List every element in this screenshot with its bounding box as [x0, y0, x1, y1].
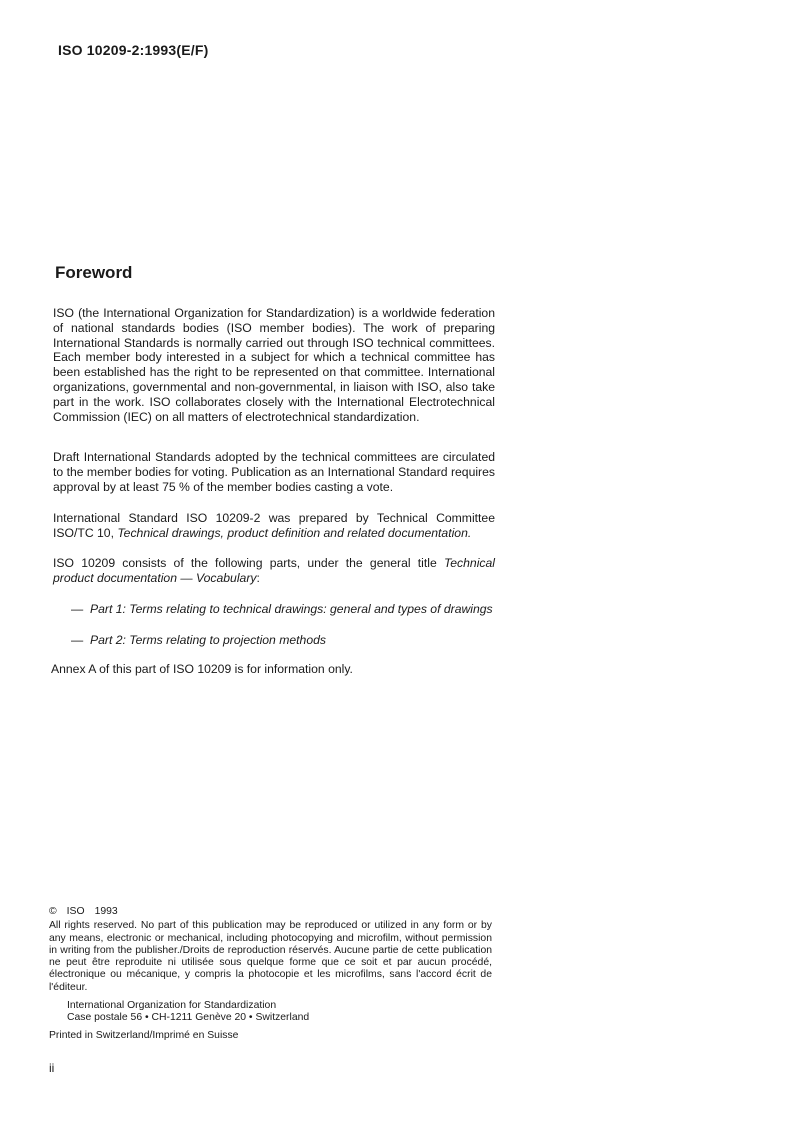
parts-lead-text: ISO 10209 consists of the following parts, under the general title [53, 556, 444, 571]
publisher-postal: Case postale 56 • CH-1211 Genève 20 • Switzerland [67, 1012, 310, 1024]
general-title: Technical product documentation — Vocabulary [53, 556, 495, 586]
publisher-address [67, 1000, 492, 1025]
publisher-name: International Organization for Standardization [67, 1000, 277, 1012]
part-1-text: Part 1: Terms relating to technical drawings: general and types of drawings [90, 601, 493, 616]
copyright-block [49, 906, 492, 1042]
list-item [71, 633, 495, 648]
committee-title: Technical drawings, product definition and related documentation. [117, 525, 472, 540]
paragraph-parts: ISO 10209 consists of the following parts, under the general title Technical product documentation — Vocabulary: [53, 556, 495, 586]
dash-marker: — [71, 601, 84, 616]
document-id-header: ISO 10209-2:1993(E/F) [58, 42, 209, 58]
foreword-body [53, 306, 495, 676]
paragraph-voting: Draft International Standards adopted by the technical committees are circulated to the member bodies for voting. Publication as an International Standard requires approval by at least 75 % of the member bodies casting a vote. [53, 450, 495, 494]
paragraph-iso-intro: ISO (the International Organization for Standardization) is a worldwide federation of national standards bodies (ISO member bodies). The work of preparing International Standards is normally carried out through ISO technical committees. Each member body interested in a subject for which a technical committee has been established has the right to be represented on that committee. International organizations, governmental and non-governmental, in liaison with ISO, also take part in the work. ISO collaborates closely with the International Electrotechnical Commission (IEC) on all matters of electrotechnical standardization. [53, 306, 495, 424]
section-title: Foreword [55, 263, 133, 282]
copyright-symbol: © [49, 906, 57, 917]
printed-in: Printed in Switzerland/Imprimé en Suisse [49, 1029, 239, 1041]
copyright-org: ISO [66, 906, 85, 917]
page-number: ii [49, 1061, 55, 1075]
copyright-year: 1993 [94, 906, 118, 917]
dash-marker: — [71, 632, 84, 647]
list-item [71, 602, 495, 617]
copyright-line [49, 906, 492, 918]
committee-lead-text: International Standard ISO 10209-2 was prepared by Technical Committee ISO/TC 10, [53, 510, 495, 540]
paragraph-committee [53, 511, 495, 541]
part-2-text: Part 2: Terms relating to projection methods [90, 632, 326, 647]
paragraph-annex: Annex A of this part of ISO 10209 is for information only. [51, 661, 353, 676]
copyright-notice: All rights reserved. No part of this publication may be reproduced or utilized in any form or by any means, electronic or mechanical, including photocopying and microfilm, without permission in writing from the publisher./Droits de reproduction réservés. Aucune partie de cette publication ne peut être reproduite ni utilisée sous quelque forme que ce soit et par aucun procédé, électronique ou mécanique, y compris la photocopie et les microfilms, sans l'accord écrit de l'éditeur. [49, 920, 492, 993]
